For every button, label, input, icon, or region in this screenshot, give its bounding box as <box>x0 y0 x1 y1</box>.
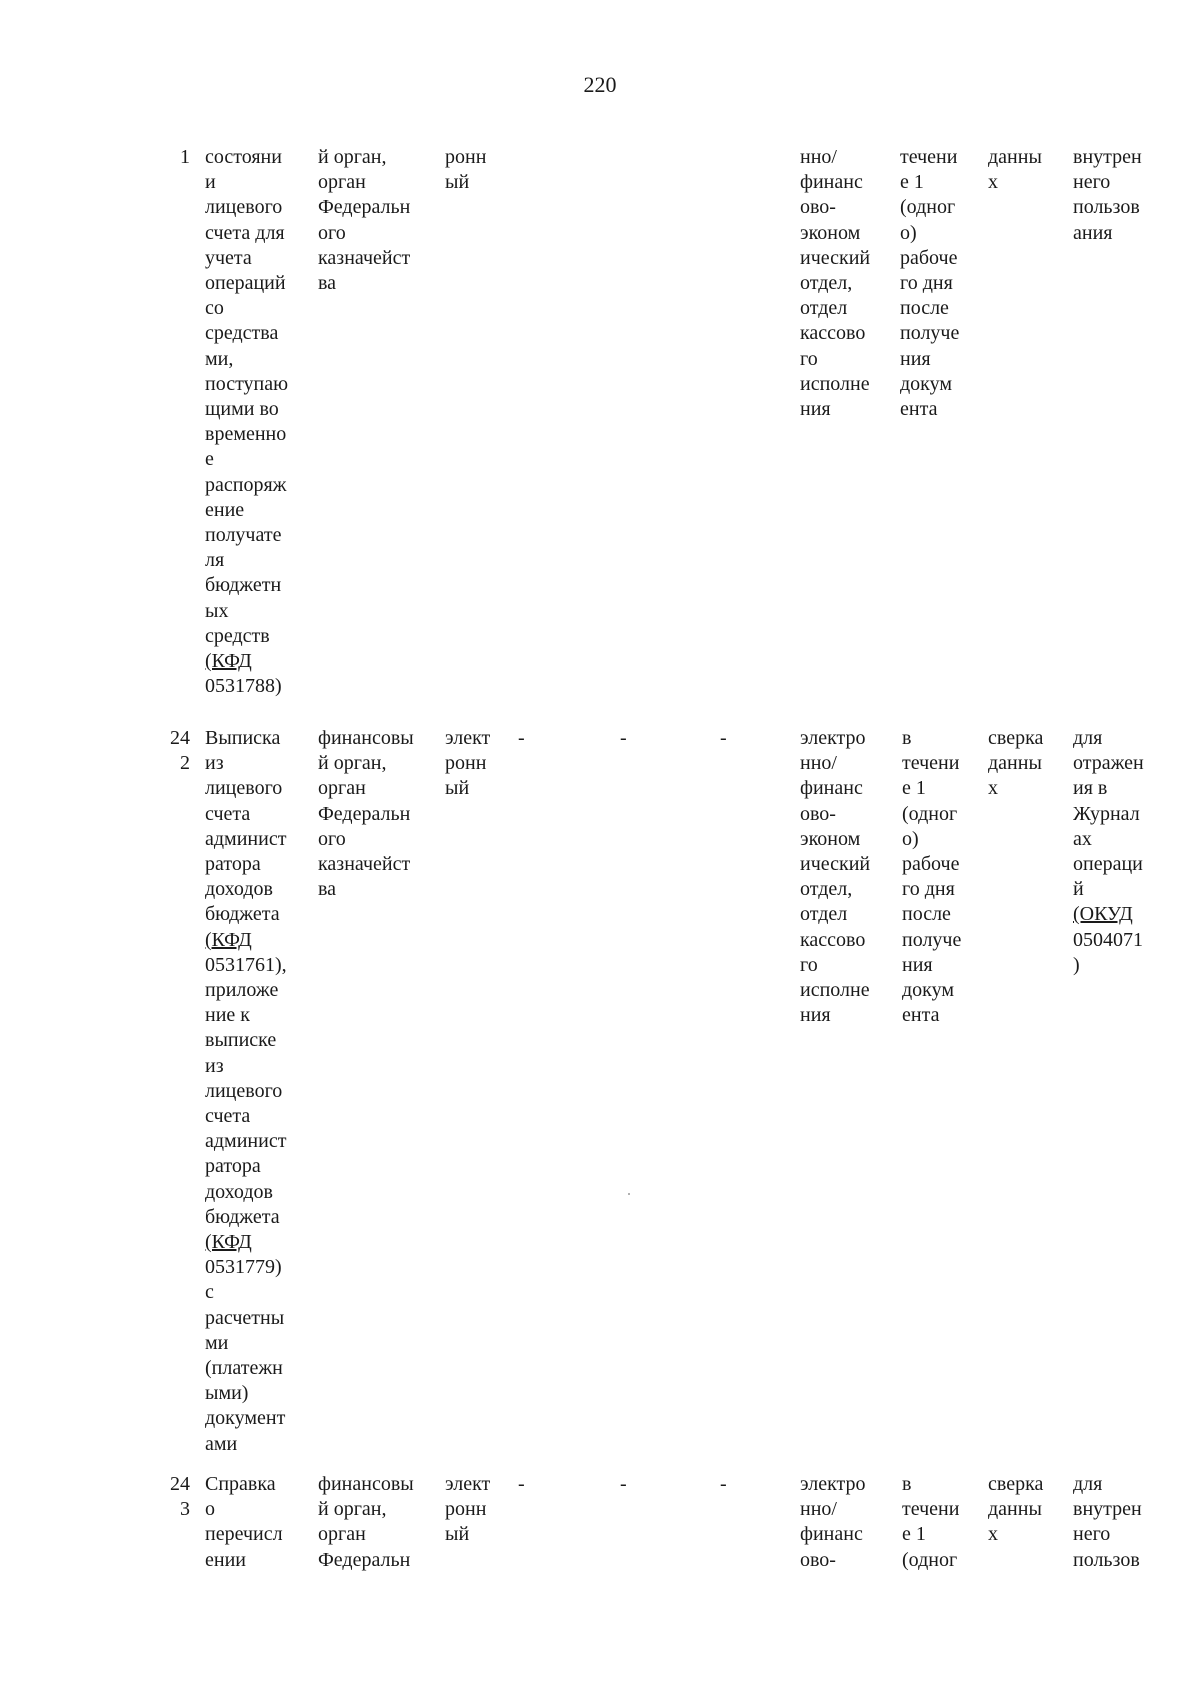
timing: в течени е 1 (одног <box>902 1473 960 1571</box>
form-code-link: (КФД <box>205 928 252 951</box>
document-name <box>205 726 315 1457</box>
document-name-text: 0531779) с расчетны ми (платежн ыми) документ ами <box>205 1256 286 1455</box>
action: сверка данны х <box>988 1473 1044 1546</box>
document-name-text: состояни и лицевого счета для учета операций со средства ми, поступаю щими во временно е распоряж ение получате ля бюджетн ых средств <box>205 146 289 647</box>
column-dash-2: - <box>620 1473 627 1495</box>
row-number: 1 <box>180 146 190 168</box>
document-format: элект ронн ый <box>445 1473 491 1546</box>
form-code-link: (ОКУД <box>1073 903 1133 926</box>
receiver: нно/ финанс ово- эконом ический отдел, отдел кассово го исполне ния <box>800 146 871 421</box>
form-code-link: (КФД <box>205 650 252 673</box>
row-number: 24 3 <box>170 1473 190 1521</box>
row-number: 24 2 <box>170 727 190 775</box>
document-name <box>205 145 315 699</box>
document-name: Справка о перечисл ении <box>205 1473 283 1571</box>
action: данны х <box>988 146 1042 194</box>
purpose: для внутрен него пользов <box>1073 1473 1142 1571</box>
form-code-link: (КФД <box>205 1231 252 1254</box>
purpose-text: для отражен ия в Журнал ах операци й <box>1073 727 1144 901</box>
purpose: внутрен него пользов ания <box>1073 146 1142 244</box>
column-dash-1: - <box>518 727 525 749</box>
receiver: электро нно/ финанс ово- эконом ический отдел, отдел кассово го исполне ния <box>800 727 871 1027</box>
document-format: ронн ый <box>445 146 487 194</box>
page-number: 220 <box>583 72 617 97</box>
action: сверка данны х <box>988 727 1044 800</box>
scan-speck <box>628 1193 630 1195</box>
column-dash-2: - <box>620 727 627 749</box>
receiver: электро нно/ финанс ово- <box>800 1473 866 1571</box>
purpose-text: 0504071 ) <box>1073 928 1143 976</box>
document-name-text: Выписка из лицевого счета админист ратора доходов бюджета <box>205 727 287 926</box>
timing: в течени е 1 (одног о) рабоче го дня после получе ния докум ента <box>902 727 962 1027</box>
timing: течени е 1 (одног о) рабоче го дня после получе ния докум ента <box>900 146 960 421</box>
document-name-tail: 0531788) <box>205 675 282 698</box>
column-dash-1: - <box>518 1473 525 1495</box>
responsible-party: финансовы й орган, орган Федеральн <box>318 1473 414 1571</box>
purpose <box>1073 726 1173 978</box>
responsible-party: финансовы й орган, орган Федеральн ого казначейст ва <box>318 727 414 901</box>
column-dash-3: - <box>720 727 727 749</box>
responsible-party: й орган, орган Федеральн ого казначейст ва <box>318 146 411 295</box>
document-format: элект ронн ый <box>445 727 491 800</box>
column-dash-3: - <box>720 1473 727 1495</box>
document-name-text: 0531761), приложе ние к выписке из лицевого счета админист ратора доходов бюджета <box>205 953 287 1228</box>
